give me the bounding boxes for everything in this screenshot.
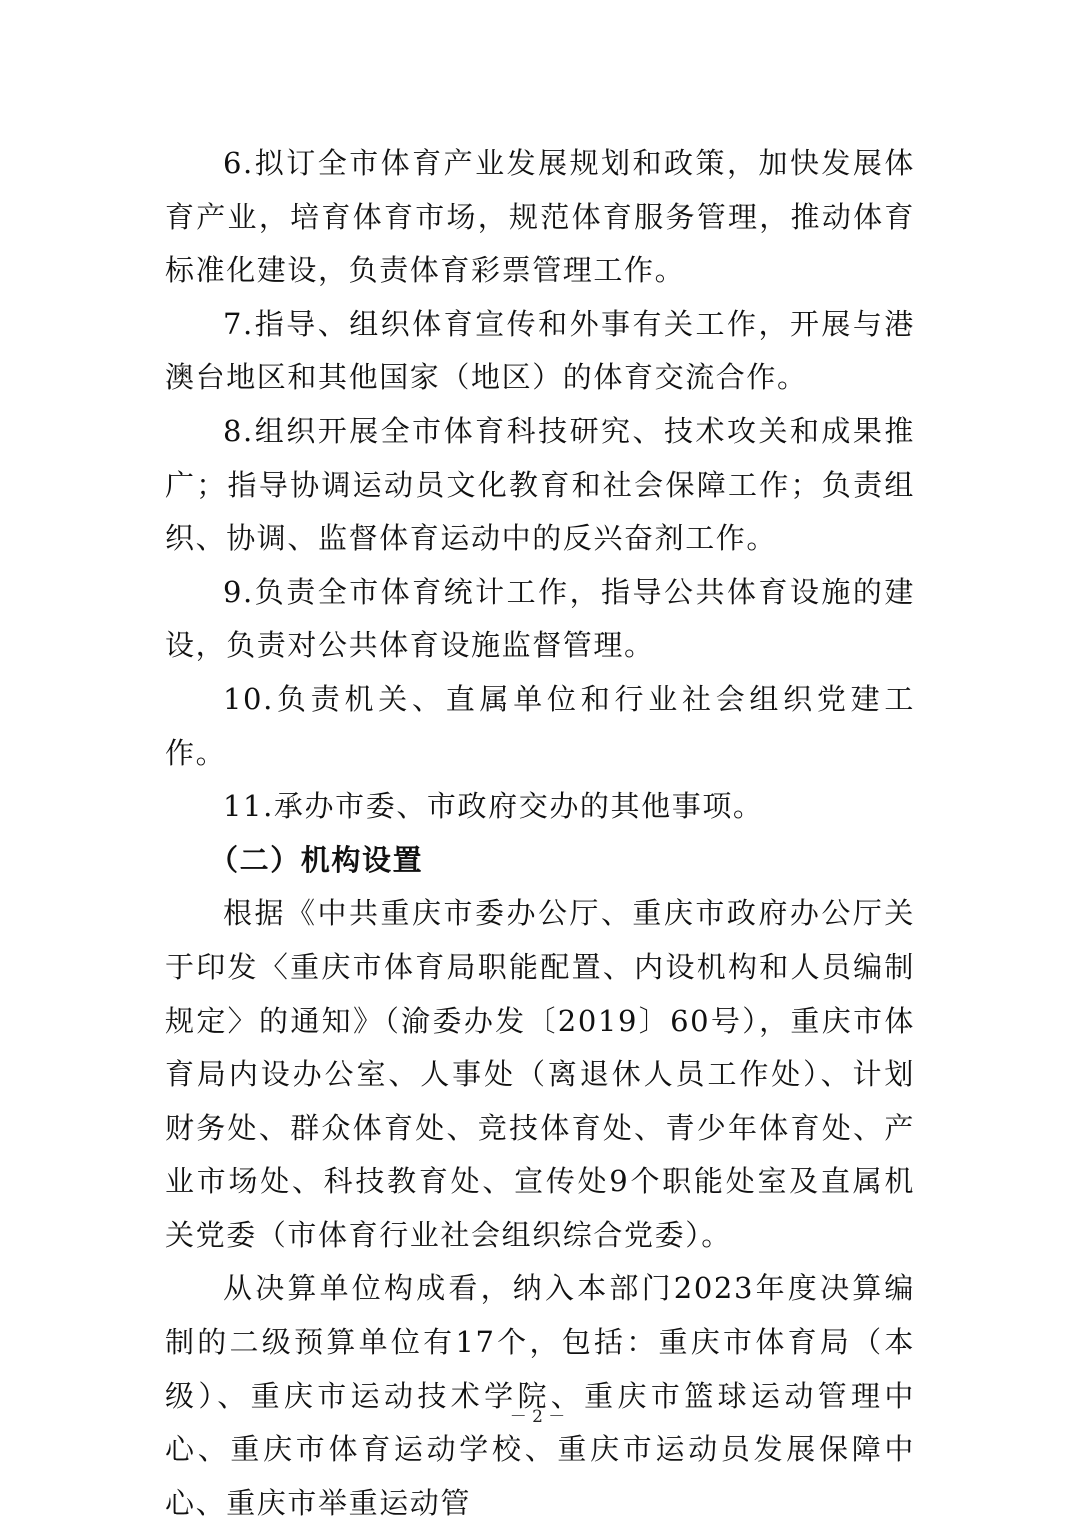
duty-item-6: 6.拟订全市体育产业发展规划和政策，加快发展体育产业，培育体育市场，规范体育服务管理，推动体育标准化建设，负责体育彩票管理工作。: [165, 146, 915, 288]
budget-units-paragraph: 从决算单位构成看，纳入本部门2023年度决算编制的二级预算单位有17个，包括：重庆市体育局（本级）、重庆市运动技术学院、重庆市篮球运动管理中心、重庆市体育运动学校、重庆市运动员发展保障中心、重庆市举重运动管: [165, 1271, 915, 1520]
page-number: － 2 －: [509, 1407, 566, 1427]
duty-item-7: 7.指导、组织体育宣传和外事有关工作，开展与港澳台地区和其他国家（地区）的体育交流合作。: [165, 306, 915, 395]
duty-item-10: 10.负责机关、直属单位和行业社会组织党建工作。: [165, 681, 915, 770]
organization-paragraph: 根据《中共重庆市委办公厅、重庆市政府办公厅关于印发〈重庆市体育局职能配置、内设机构和人员编制规定〉的通知》（渝委办发〔2019〕60号），重庆市体育局内设办公室、人事处（离退休人员工作处）、计划财务处、群众体育处、竞技体育处、青少年体育处、产业市场处、科技教育处、宣传处9个职能处室及直属机关党委（市体育行业社会组织综合党委）。: [165, 896, 915, 1252]
duty-item-11: 11.承办市委、市政府交办的其他事项。: [223, 789, 764, 824]
duty-item-8: 8.组织开展全市体育科技研究、技术攻关和成果推广；指导协调运动员文化教育和社会保障工作；负责组织、协调、监督体育运动中的反兴奋剂工作。: [165, 413, 915, 556]
section-heading-organization: （二）机构设置: [209, 842, 424, 877]
document-body: [165, 137, 915, 1530]
duty-item-9: 9.负责全市体育统计工作，指导公共体育设施的建设，负责对公共体育设施监督管理。: [165, 574, 915, 663]
